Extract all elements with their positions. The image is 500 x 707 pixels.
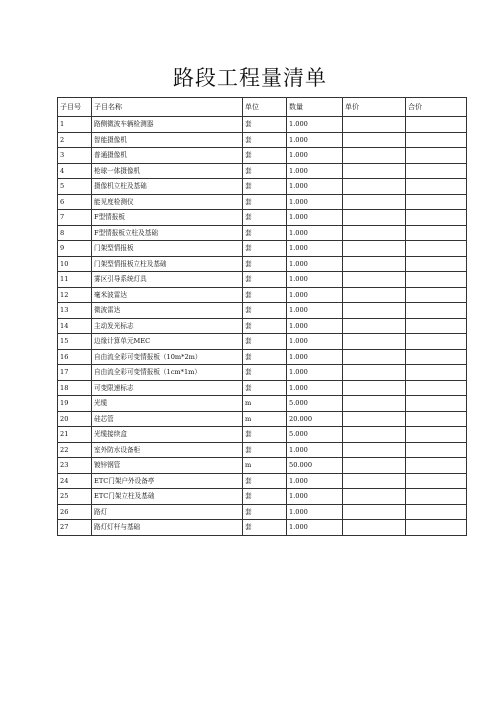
cell-unit: 套 [243, 365, 287, 381]
cell-unit-price [343, 365, 406, 381]
cell-unit: 套 [243, 225, 287, 241]
table-row [58, 396, 467, 412]
cell-unit-price [343, 520, 406, 536]
table-row [58, 287, 467, 303]
cell-item-no: 23 [58, 458, 92, 474]
cell-quantity: 5.000 [287, 427, 343, 443]
cell-item-name: 路灯灯杆与基础 [92, 520, 243, 536]
cell-item-name: 普通摄像机 [92, 148, 243, 164]
header-total-price: 合价 [406, 98, 467, 117]
table-row [58, 473, 467, 489]
cell-quantity: 1.000 [287, 241, 343, 257]
cell-total-price [406, 210, 467, 226]
cell-unit-price [343, 272, 406, 288]
cell-total-price [406, 520, 467, 536]
table-row [58, 334, 467, 350]
cell-quantity: 1.000 [287, 365, 343, 381]
cell-quantity: 1.000 [287, 272, 343, 288]
cell-item-no: 10 [58, 256, 92, 272]
cell-item-name: 自由流全彩可变情报板（1cm*1m） [92, 365, 243, 381]
cell-unit-price [343, 411, 406, 427]
cell-item-no: 6 [58, 194, 92, 210]
cell-unit-price [343, 194, 406, 210]
cell-unit: 套 [243, 179, 287, 195]
cell-total-price [406, 504, 467, 520]
cell-unit: 套 [243, 334, 287, 350]
cell-total-price [406, 148, 467, 164]
cell-unit: 套 [243, 318, 287, 334]
cell-unit: 套 [243, 489, 287, 505]
cell-unit-price [343, 225, 406, 241]
cell-item-name: 光缆接续盒 [92, 427, 243, 443]
cell-total-price [406, 396, 467, 412]
cell-unit: 套 [243, 473, 287, 489]
cell-total-price [406, 163, 467, 179]
cell-unit-price [343, 303, 406, 319]
cell-total-price [406, 303, 467, 319]
cell-unit-price [343, 334, 406, 350]
cell-item-no: 5 [58, 179, 92, 195]
cell-unit-price [343, 473, 406, 489]
cell-unit: 套 [243, 427, 287, 443]
document-title: 路段工程量清单 [173, 66, 327, 90]
cell-item-name: 智能摄像机 [92, 132, 243, 148]
cell-item-name: 毫米波雷达 [92, 287, 243, 303]
cell-item-name: 微波雷达 [92, 303, 243, 319]
cell-unit-price [343, 210, 406, 226]
cell-unit: m [243, 396, 287, 412]
cell-unit-price [343, 256, 406, 272]
cell-quantity: 1.000 [287, 303, 343, 319]
table-row [58, 427, 467, 443]
cell-unit: 套 [243, 380, 287, 396]
cell-item-name: 能见度检测仪 [92, 194, 243, 210]
cell-item-name: 光缆 [92, 396, 243, 412]
cell-total-price [406, 318, 467, 334]
cell-unit-price [343, 504, 406, 520]
cell-item-no: 3 [58, 148, 92, 164]
header-unit: 单位 [243, 98, 287, 117]
cell-unit-price [343, 442, 406, 458]
table-row [58, 303, 467, 319]
cell-quantity: 1.000 [287, 349, 343, 365]
cell-item-no: 24 [58, 473, 92, 489]
cell-unit-price [343, 380, 406, 396]
table-row [58, 411, 467, 427]
cell-item-name: 门架型情报板 [92, 241, 243, 257]
cell-total-price [406, 365, 467, 381]
table-row [58, 520, 467, 536]
cell-quantity: 1.000 [287, 148, 343, 164]
cell-item-no: 19 [58, 396, 92, 412]
cell-item-no: 27 [58, 520, 92, 536]
cell-unit: 套 [243, 272, 287, 288]
cell-quantity: 1.000 [287, 256, 343, 272]
cell-total-price [406, 458, 467, 474]
cell-unit-price [343, 318, 406, 334]
cell-item-no: 12 [58, 287, 92, 303]
cell-item-no: 8 [58, 225, 92, 241]
cell-item-no: 26 [58, 504, 92, 520]
cell-quantity: 50.000 [287, 458, 343, 474]
cell-total-price [406, 194, 467, 210]
cell-quantity: 1.000 [287, 504, 343, 520]
cell-unit: 套 [243, 504, 287, 520]
cell-item-name: 枪球一体摄像机 [92, 163, 243, 179]
cell-total-price [406, 179, 467, 195]
cell-item-no: 25 [58, 489, 92, 505]
table-row [58, 365, 467, 381]
cell-unit: 套 [243, 442, 287, 458]
cell-item-name: 自由流全彩可变情报板（10m*2m） [92, 349, 243, 365]
cell-unit-price [343, 132, 406, 148]
cell-item-name: 边缘计算单元MEC [92, 334, 243, 350]
table-row [58, 179, 467, 195]
cell-unit-price [343, 148, 406, 164]
table-row [58, 225, 467, 241]
cell-item-no: 9 [58, 241, 92, 257]
cell-unit: 套 [243, 303, 287, 319]
table-row [58, 442, 467, 458]
cell-quantity: 1.000 [287, 132, 343, 148]
table-header-row [58, 98, 467, 117]
cell-total-price [406, 241, 467, 257]
cell-quantity: 1.000 [287, 318, 343, 334]
cell-unit-price [343, 117, 406, 133]
table-row [58, 163, 467, 179]
cell-total-price [406, 411, 467, 427]
cell-total-price [406, 225, 467, 241]
table-row [58, 117, 467, 133]
cell-unit: 套 [243, 349, 287, 365]
bill-of-quantities-table [57, 97, 467, 536]
cell-unit: m [243, 458, 287, 474]
cell-quantity: 1.000 [287, 442, 343, 458]
cell-unit: 套 [243, 194, 287, 210]
table-row [58, 380, 467, 396]
cell-item-no: 20 [58, 411, 92, 427]
cell-unit: 套 [243, 241, 287, 257]
cell-item-name: 路灯 [92, 504, 243, 520]
cell-total-price [406, 256, 467, 272]
cell-quantity: 1.000 [287, 225, 343, 241]
table-row [58, 132, 467, 148]
cell-item-name: 可变限速标志 [92, 380, 243, 396]
cell-unit-price [343, 287, 406, 303]
table-row [58, 148, 467, 164]
cell-quantity: 1.000 [287, 287, 343, 303]
cell-quantity: 1.000 [287, 473, 343, 489]
table-row [58, 458, 467, 474]
table-row [58, 256, 467, 272]
cell-unit-price [343, 179, 406, 195]
header-item-no: 子目号 [58, 98, 92, 117]
cell-unit-price [343, 396, 406, 412]
cell-item-name: 主动发光标志 [92, 318, 243, 334]
table-row [58, 210, 467, 226]
cell-unit: 套 [243, 210, 287, 226]
cell-item-no: 1 [58, 117, 92, 133]
cell-quantity: 1.000 [287, 489, 343, 505]
cell-item-no: 21 [58, 427, 92, 443]
cell-total-price [406, 489, 467, 505]
cell-total-price [406, 442, 467, 458]
cell-item-no: 16 [58, 349, 92, 365]
header-item-name: 子目名称 [92, 98, 243, 117]
cell-unit-price [343, 163, 406, 179]
cell-quantity: 1.000 [287, 210, 343, 226]
cell-item-name: ETC门架立柱及基础 [92, 489, 243, 505]
cell-total-price [406, 117, 467, 133]
cell-total-price [406, 132, 467, 148]
table-row [58, 489, 467, 505]
cell-quantity: 1.000 [287, 520, 343, 536]
cell-unit-price [343, 489, 406, 505]
cell-quantity: 1.000 [287, 380, 343, 396]
cell-unit-price [343, 427, 406, 443]
cell-total-price [406, 473, 467, 489]
cell-item-name: 室外防水设备柜 [92, 442, 243, 458]
cell-item-no: 2 [58, 132, 92, 148]
table-row [58, 272, 467, 288]
table-row [58, 349, 467, 365]
cell-unit-price [343, 349, 406, 365]
cell-quantity: 1.000 [287, 194, 343, 210]
cell-unit: 套 [243, 148, 287, 164]
cell-unit: 套 [243, 117, 287, 133]
cell-item-no: 14 [58, 318, 92, 334]
cell-item-name: 路侧微波车辆检测器 [92, 117, 243, 133]
cell-item-no: 22 [58, 442, 92, 458]
cell-quantity: 1.000 [287, 334, 343, 350]
cell-quantity: 1.000 [287, 163, 343, 179]
cell-item-name: F型情报板立柱及基础 [92, 225, 243, 241]
cell-total-price [406, 334, 467, 350]
cell-total-price [406, 287, 467, 303]
table-row [58, 241, 467, 257]
table-row [58, 194, 467, 210]
cell-item-name: 摄像机立柱及基础 [92, 179, 243, 195]
cell-total-price [406, 349, 467, 365]
header-quantity: 数量 [287, 98, 343, 117]
table-row [58, 318, 467, 334]
cell-item-name: 硅芯管 [92, 411, 243, 427]
cell-unit: 套 [243, 163, 287, 179]
cell-item-name: 镀锌钢管 [92, 458, 243, 474]
cell-total-price [406, 272, 467, 288]
cell-item-name: 雾区引导系统灯具 [92, 272, 243, 288]
cell-unit: 套 [243, 520, 287, 536]
cell-quantity: 20.000 [287, 411, 343, 427]
cell-quantity: 5.000 [287, 396, 343, 412]
cell-quantity: 1.000 [287, 179, 343, 195]
cell-unit: m [243, 411, 287, 427]
cell-item-name: ETC门架户外设备亭 [92, 473, 243, 489]
cell-item-no: 11 [58, 272, 92, 288]
cell-unit: 套 [243, 132, 287, 148]
cell-item-no: 17 [58, 365, 92, 381]
cell-unit-price [343, 458, 406, 474]
cell-item-name: 门架型情报板立柱及基础 [92, 256, 243, 272]
cell-item-no: 4 [58, 163, 92, 179]
cell-item-no: 7 [58, 210, 92, 226]
cell-unit: 套 [243, 256, 287, 272]
cell-item-no: 18 [58, 380, 92, 396]
cell-quantity: 1.000 [287, 117, 343, 133]
cell-item-name: F型情报板 [92, 210, 243, 226]
cell-item-no: 15 [58, 334, 92, 350]
cell-unit: 套 [243, 287, 287, 303]
cell-unit-price [343, 241, 406, 257]
cell-total-price [406, 427, 467, 443]
cell-total-price [406, 380, 467, 396]
table-row [58, 504, 467, 520]
cell-item-no: 13 [58, 303, 92, 319]
header-unit-price: 单价 [343, 98, 406, 117]
